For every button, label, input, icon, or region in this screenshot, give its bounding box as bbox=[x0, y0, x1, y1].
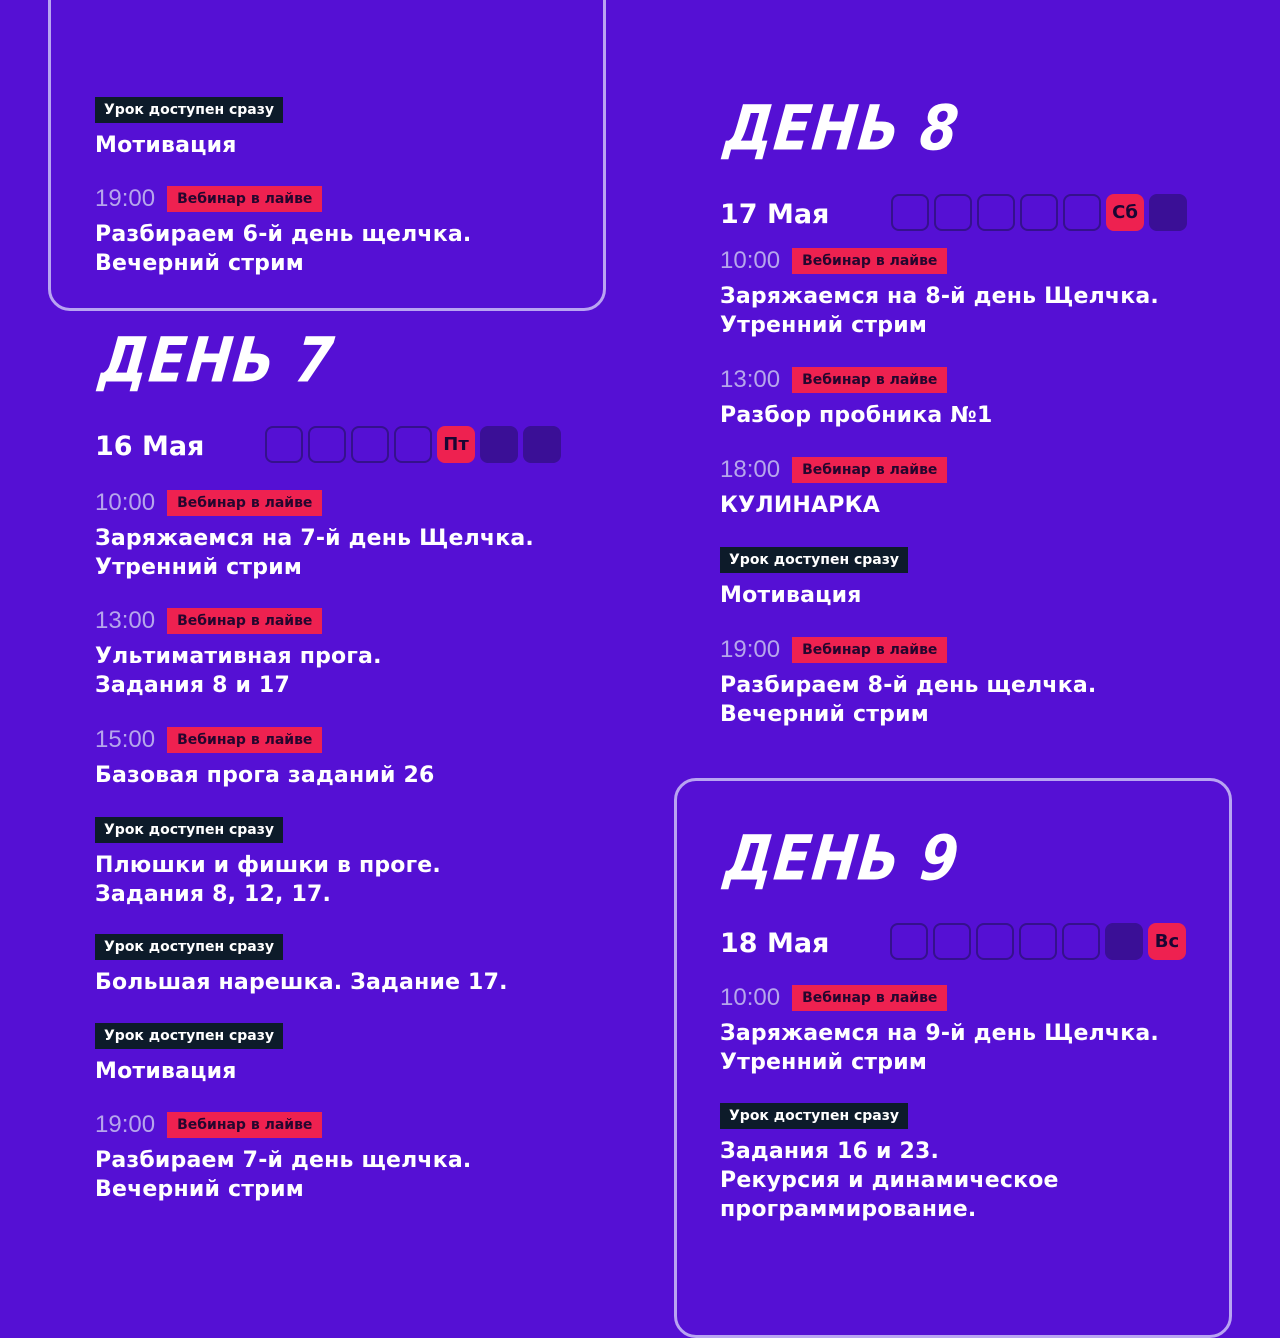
item-title: Разбираем 8-й день щелчка. Вечерний стрим bbox=[720, 673, 1097, 727]
weekday-box bbox=[977, 194, 1015, 231]
schedule-item bbox=[95, 95, 615, 160]
weekday-box bbox=[480, 426, 518, 463]
schedule-item bbox=[720, 635, 1240, 729]
item-title: Задания 16 и 23. Рекурсия и динамическое программирование. bbox=[720, 1139, 1059, 1222]
schedule-item bbox=[95, 488, 615, 582]
item-time: 10:00 bbox=[720, 247, 781, 274]
available-badge: Урок доступен сразу bbox=[95, 1023, 283, 1049]
item-time: 19:00 bbox=[95, 1111, 156, 1138]
week-indicator bbox=[265, 426, 561, 463]
item-title: Разбор пробника №1 bbox=[720, 403, 993, 428]
weekday-box-active: Сб bbox=[1106, 194, 1144, 231]
schedule-item bbox=[720, 983, 1240, 1077]
day-date: 16 Мая bbox=[95, 431, 205, 462]
live-badge: Вебинар в лайве bbox=[792, 985, 947, 1011]
item-title: Разбираем 7-й день щелчка. Вечерний стрим bbox=[95, 1148, 472, 1202]
item-title: Базовая прога заданий 26 bbox=[95, 763, 435, 788]
day-date: 17 Мая bbox=[720, 199, 830, 230]
weekday-box bbox=[351, 426, 389, 463]
schedule-item bbox=[95, 932, 615, 997]
weekday-box bbox=[891, 194, 929, 231]
item-title: Мотивация bbox=[95, 1059, 237, 1084]
item-time: 19:00 bbox=[720, 636, 781, 663]
available-badge: Урок доступен сразу bbox=[95, 97, 283, 123]
item-time: 15:00 bbox=[95, 726, 156, 753]
schedule-item bbox=[720, 246, 1240, 340]
item-time: 10:00 bbox=[720, 984, 781, 1011]
weekday-box bbox=[394, 426, 432, 463]
weekday-box bbox=[1105, 923, 1143, 960]
weekday-box bbox=[1149, 194, 1187, 231]
schedule-item bbox=[720, 1101, 1240, 1224]
schedule-item bbox=[95, 725, 615, 790]
item-title: Заряжаемся на 7-й день Щелчка. Утренний стрим bbox=[95, 526, 534, 580]
item-title: Заряжаемся на 9-й день Щелчка. Утренний стрим bbox=[720, 1021, 1159, 1075]
live-badge: Вебинар в лайве bbox=[792, 637, 947, 663]
item-title: Разбираем 6-й день щелчка. Вечерний стрим bbox=[95, 222, 472, 276]
item-title: Мотивация bbox=[95, 133, 237, 158]
item-time: 10:00 bbox=[95, 489, 156, 516]
weekday-box bbox=[976, 923, 1014, 960]
item-title: КУЛИНАРКА bbox=[720, 493, 881, 518]
item-title: Ультимативная прога. Задания 8 и 17 bbox=[95, 644, 382, 698]
weekday-box bbox=[1062, 923, 1100, 960]
day-heading: ДЕНЬ 9 bbox=[721, 822, 963, 895]
weekday-box bbox=[1020, 194, 1058, 231]
weekday-box-active: Вс bbox=[1148, 923, 1186, 960]
item-title: Большая нарешка. Задание 17. bbox=[95, 970, 508, 995]
weekday-box bbox=[523, 426, 561, 463]
live-badge: Вебинар в лайве bbox=[167, 490, 322, 516]
schedule-item bbox=[95, 1110, 615, 1204]
live-badge: Вебинар в лайве bbox=[792, 248, 947, 274]
live-badge: Вебинар в лайве bbox=[167, 186, 322, 212]
weekday-box bbox=[1019, 923, 1057, 960]
weekday-box bbox=[265, 426, 303, 463]
schedule-item bbox=[95, 1021, 615, 1086]
live-badge: Вебинар в лайве bbox=[167, 727, 322, 753]
day-heading: ДЕНЬ 7 bbox=[96, 324, 338, 397]
live-badge: Вебинар в лайве bbox=[167, 608, 322, 634]
item-time: 19:00 bbox=[95, 185, 156, 212]
weekday-box bbox=[933, 923, 971, 960]
item-time: 18:00 bbox=[720, 456, 781, 483]
weekday-box bbox=[1063, 194, 1101, 231]
schedule-item bbox=[720, 455, 1240, 520]
item-title: Мотивация bbox=[720, 583, 862, 608]
weekday-box bbox=[890, 923, 928, 960]
weekday-box-active: Пт bbox=[437, 426, 475, 463]
live-badge: Вебинар в лайве bbox=[792, 367, 947, 393]
available-badge: Урок доступен сразу bbox=[95, 934, 283, 960]
item-title: Заряжаемся на 8-й день Щелчка. Утренний стрим bbox=[720, 284, 1159, 338]
weekday-box bbox=[934, 194, 972, 231]
schedule-item bbox=[95, 184, 615, 278]
live-badge: Вебинар в лайве bbox=[167, 1112, 322, 1138]
schedule-item bbox=[95, 606, 615, 700]
schedule-item bbox=[95, 815, 615, 909]
item-title: Плюшки и фишки в проге. Задания 8, 12, 17. bbox=[95, 853, 441, 907]
item-time: 13:00 bbox=[720, 366, 781, 393]
available-badge: Урок доступен сразу bbox=[720, 547, 908, 573]
schedule-item bbox=[720, 365, 1240, 430]
available-badge: Урок доступен сразу bbox=[95, 817, 283, 843]
weekday-box bbox=[308, 426, 346, 463]
day-date: 18 Мая bbox=[720, 928, 830, 959]
available-badge: Урок доступен сразу bbox=[720, 1103, 908, 1129]
week-indicator bbox=[890, 923, 1186, 960]
day-heading: ДЕНЬ 8 bbox=[721, 92, 963, 165]
week-indicator bbox=[891, 194, 1187, 231]
schedule-item bbox=[720, 545, 1240, 610]
item-time: 13:00 bbox=[95, 607, 156, 634]
live-badge: Вебинар в лайве bbox=[792, 457, 947, 483]
